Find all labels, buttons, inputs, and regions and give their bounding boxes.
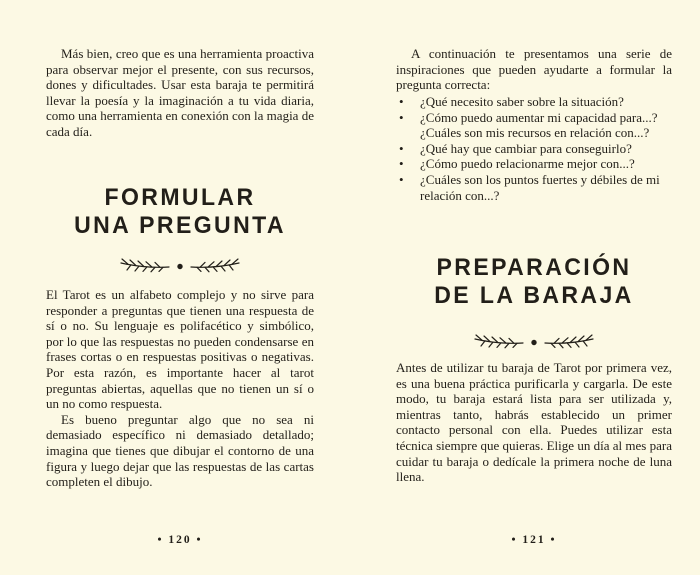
right-section-heading: [402, 254, 667, 310]
bullet-icon: •: [399, 156, 404, 172]
page-right: [396, 0, 672, 575]
laurel-divider-svg: [117, 256, 243, 274]
page-left: [46, 0, 314, 575]
page-number-left: • 120 •: [157, 534, 203, 546]
right-twig: [191, 259, 239, 272]
list-item: [396, 172, 672, 203]
question-list: [396, 94, 672, 203]
left-body-text: [46, 287, 314, 490]
page-number-right: • 121 •: [511, 534, 557, 546]
list-item-text: ¿Qué hay que cambiar para conseguirlo?: [420, 140, 632, 156]
left-paragraph-2: Es bueno preguntar algo que no sea ni demasiado específico ni demasiado detallado; imagina que tienes que dibujar el contorno de una figura y luego dejar que las respuestas de las cartas completen el dibujo.: [46, 411, 314, 490]
right-paragraph-1: Antes de utilizar tu baraja de Tarot por primera vez, es una buena práctica purificarla y cargarla. De este modo, tu baraja estará lista para ser utilizada y, mientras tanto, habrás establecido un primer contacto personal con ella. Puedes utilizar esta técnica siempre que quieras. Elige un día al mes para cuidar tu baraja o dedícale la primera noche de luna llena.: [396, 360, 672, 485]
bullet-icon: •: [399, 171, 404, 187]
list-item-text: ¿Qué necesito saber sobre la situación?: [420, 94, 624, 109]
left-twig: [475, 335, 523, 348]
list-item: [396, 156, 672, 172]
right-intro-paragraph: A continuación te presentamos una serie de inspiraciones que pueden ayudarte a formular la pregunta correcta:: [396, 46, 672, 93]
list-item: [396, 94, 672, 110]
laurel-divider-icon: [396, 332, 672, 350]
bullet-icon: •: [399, 109, 404, 125]
heading-line-2: UNA PREGUNTA: [74, 212, 286, 239]
heading-line-1: FORMULAR: [104, 184, 256, 211]
list-item-text: ¿Cómo puedo aumentar mi capacidad para...? ¿Cuáles son mis recursos en relación con...?: [420, 109, 658, 141]
left-intro-paragraph: Más bien, creo que es una herramienta proactiva para observar mejor el presente, con sus recursos, dones y dificultades. Usar esta baraja te permitirá llevar la poesía y la imaginación a tu vida diaria, como una herramienta en conexión con la magia de cada día.: [46, 46, 314, 139]
bullet-icon: •: [399, 140, 404, 156]
right-twig: [545, 335, 593, 348]
left-section-heading: [51, 184, 308, 240]
list-item: [396, 110, 672, 141]
laurel-divider-icon: [46, 256, 314, 274]
laurel-divider-svg: [471, 332, 597, 350]
right-body-text: [396, 360, 672, 485]
left-twig: [121, 259, 169, 272]
bullet-icon: •: [399, 94, 404, 109]
left-paragraph-1: El Tarot es un alfabeto complejo y no sirve para responder a preguntas que tienen una respuesta de sí o no. Su lenguaje es polifacético y simbólico, por lo que las respuestas no pueden condensarse en frases cortas o en respuestas positivas o negativas. Por esta razón, es importante hacer al tarot preguntas abiertas, aquellas que no tienen un sí o un no como respuesta.: [46, 287, 314, 412]
heading-line-2: DE LA BARAJA: [434, 282, 634, 309]
list-item-text: ¿Cómo puedo relacionarme mejor con...?: [420, 156, 635, 172]
list-item-text: ¿Cuáles son los puntos fuertes y débiles de mi relación con...?: [420, 171, 660, 203]
list-item: [396, 141, 672, 157]
heading-line-1: PREPARACIÓN: [436, 254, 632, 281]
